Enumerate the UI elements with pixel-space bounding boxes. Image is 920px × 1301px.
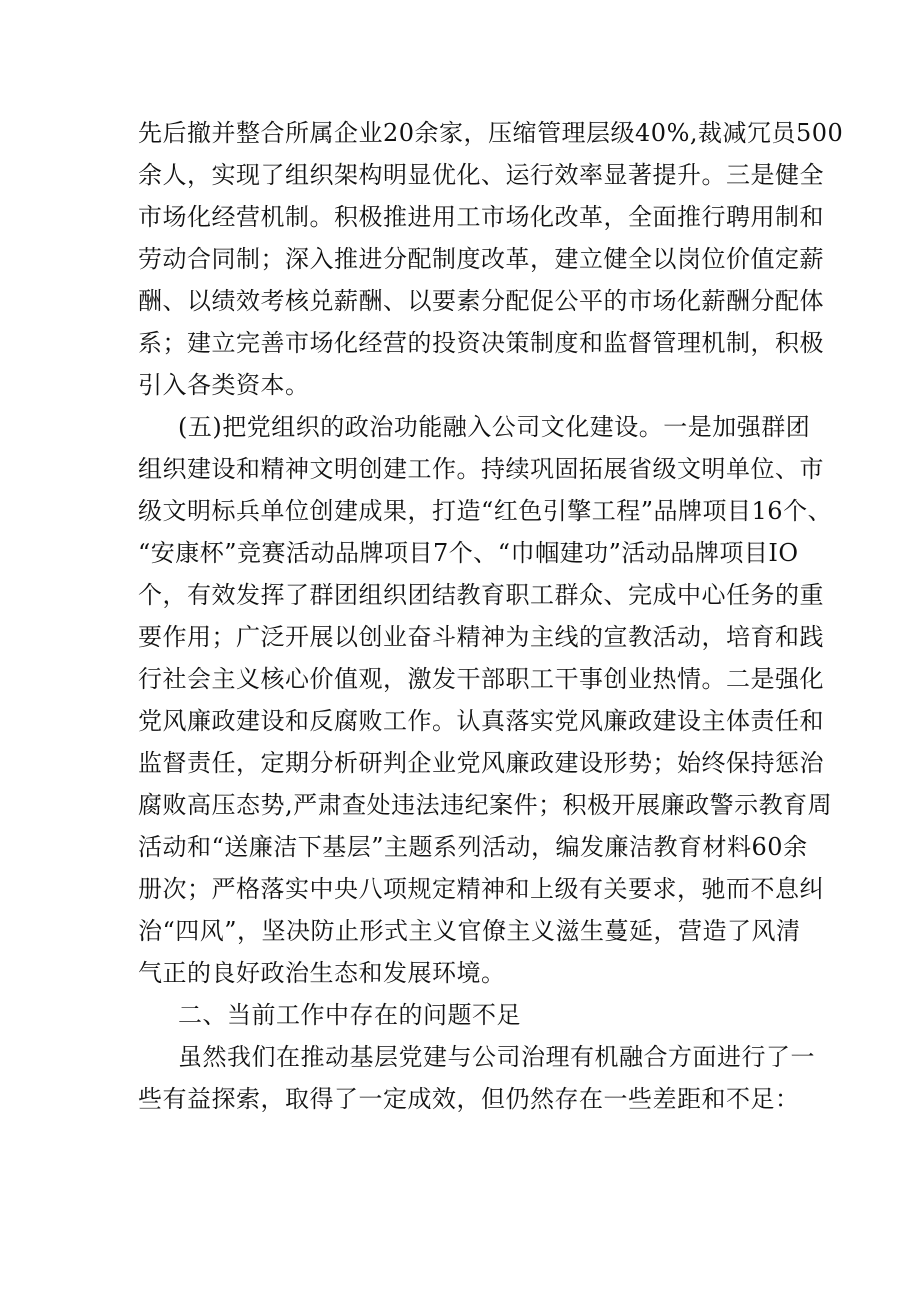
text-line: 册次；严格落实中央八项规定精神和上级有关要求，驰而不息纠 xyxy=(138,875,824,903)
text-line: 个，有效发挥了群团组织团结教育职工群众、完成中心任务的重 xyxy=(138,581,824,609)
paragraph-culture-building xyxy=(138,406,833,994)
text-line: 劳动合同制；深入推进分配制度改革，建立健全以岗位价值定薪 xyxy=(138,245,824,273)
text-line: 虽然我们在推动基层党建与公司治理有机融合方面进行了一 xyxy=(178,1043,815,1071)
text-line: 治“四风”，坚决防止形式主义官僚主义滋生蔓延，营造了风清 xyxy=(138,917,801,945)
text-line: 市场化经营机制。积极推进用工市场化改革，全面推行聘用制和 xyxy=(138,203,824,231)
text-line: 活动和“送廉洁下基层”主题系列活动，编发廉洁教育材料60余 xyxy=(138,833,808,861)
paragraph-shortcomings xyxy=(138,1036,815,1120)
text-line: 行社会主义核心价值观，激发干部职工干事创业热情。二是强化 xyxy=(138,665,824,693)
text-line: 余人，实现了组织架构明显优化、运行效率显著提升。三是健全 xyxy=(138,161,824,189)
text-line: 系；建立完善市场化经营的投资决策制度和监督管理机制，积极 xyxy=(138,329,824,357)
text-line: 要作用；广泛开展以创业奋斗精神为主线的宣教活动，培育和践 xyxy=(138,623,824,651)
text-line: 组织建设和精神文明创建工作。持续巩固拓展省级文明单位、市 xyxy=(138,455,824,483)
text-line: 引入各类资本。 xyxy=(138,371,310,399)
paragraph-restructuring xyxy=(138,112,844,406)
section-heading: 二、当前工作中存在的问题不足 xyxy=(178,1001,521,1029)
text-line: 腐败高压态势,严肃查处违法违纪案件；积极开展廉政警示教育周 xyxy=(138,791,833,819)
text-line: 党风廉政建设和反腐败工作。认真落实党风廉政建设主体责任和 xyxy=(138,707,824,735)
text-line: 酬、以绩效考核兑薪酬、以要素分配促公平的市场化薪酬分配体 xyxy=(138,287,824,315)
text-line: 气正的良好政治生态和发展环境。 xyxy=(138,959,506,987)
document-body xyxy=(138,112,844,1120)
text-line: 先后撤并整合所属企业20余家，压缩管理层级40%,裁减冗员500 xyxy=(138,119,844,147)
text-line: 些有益探索，取得了一定成效，但仍然存在一些差距和不足： xyxy=(138,1085,800,1113)
text-line: 级文明标兵单位创建成果，打造“红色引擎工程”品牌项目16个、 xyxy=(138,497,833,525)
text-line: “安康杯”竞赛活动品牌项目7个、“巾帼建功”活动品牌项目IO xyxy=(138,539,799,567)
text-line: 监督责任，定期分析研判企业党风廉政建设形势；始终保持惩治 xyxy=(138,749,824,777)
text-line: (五)把党组织的政治功能融入公司文化建设。一是加强群团 xyxy=(178,413,811,441)
